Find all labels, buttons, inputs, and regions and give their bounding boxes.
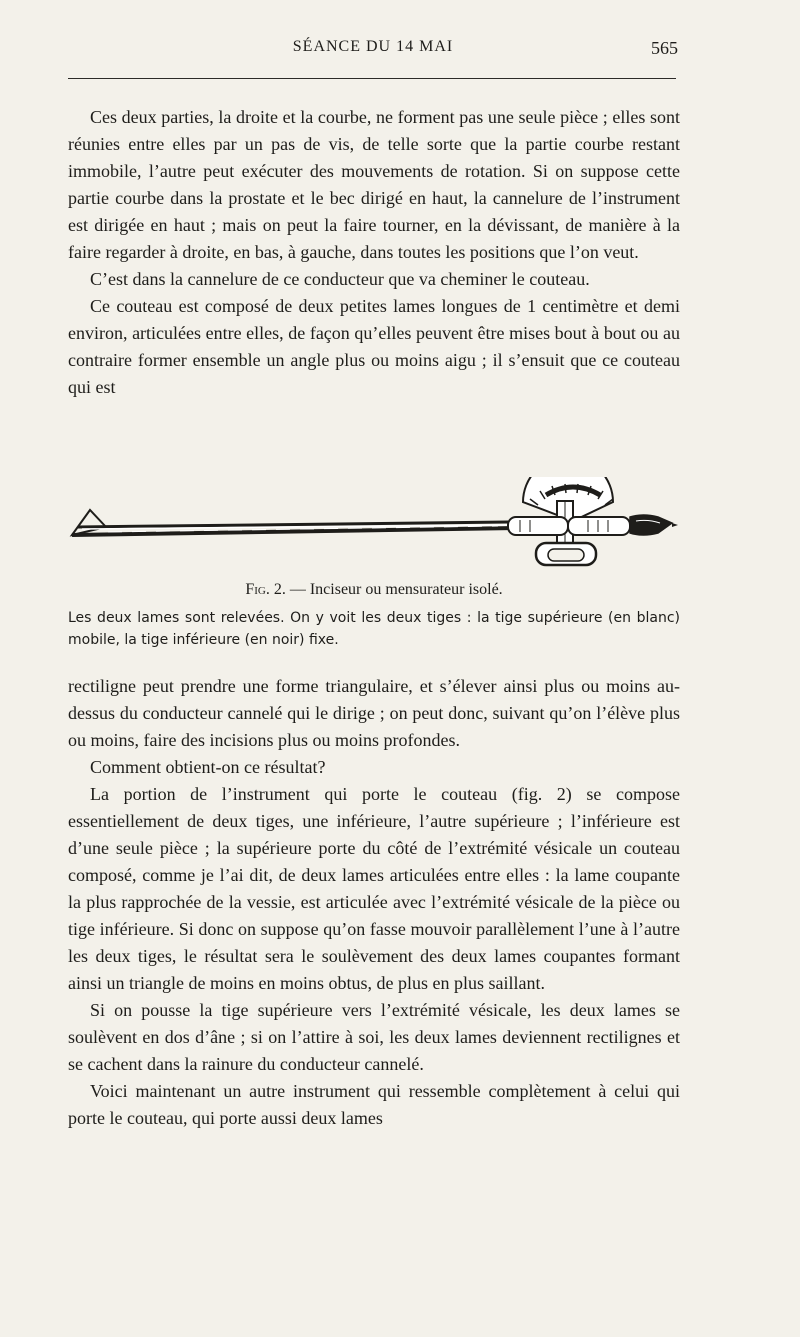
figure-2	[68, 477, 680, 651]
paragraph: C’est dans la cannelure de ce conducteur que va cheminer le couteau.	[90, 269, 590, 289]
paragraph: Voici maintenant un autre instrument qui ressemble complètement à celui qui porte le couteau, qui porte aussi deux lames	[68, 1081, 680, 1128]
paragraph-continuation: rectiligne peut prendre une forme triangulaire, et s’élever ainsi plus ou moins au-dessus du conducteur cannelé qui le dirige ; on peut donc, suivant qu’on l’élève plus ou moins, faire des incisions plus ou moins profondes.	[68, 676, 680, 750]
paragraph: Si on pousse la tige supérieure vers l’extrémité vésicale, les deux lames se soulèvent en dos d’âne ; si on l’attire à soi, les deux lames deviennent rectilignes et se cachent dans la rainure du conducteur cannelé.	[68, 1000, 680, 1074]
paragraph: Ce couteau est composé de deux petites lames longues de 1 centimètre et demi environ, articulées entre elles, de façon qu’elles peuvent être mises bout à bout ou au contraire former ensemble un angle plus ou moins aigu ; il s’ensuit que ce couteau qui est	[68, 296, 680, 397]
figure-caption	[68, 579, 680, 601]
figure-label: Fig. 2.	[245, 581, 286, 598]
figure-caption-text: — Inciseur ou mensurateur isolé.	[289, 581, 503, 598]
rear-handle	[630, 515, 672, 535]
paragraph: La portion de l’instrument qui porte le couteau (fig. 2) se compose essentiellement de deux tiges, une inférieure, l’autre supérieure ; l’inférieure est d’une seule pièce ; la supérieure porte du côté de l’extrémité vésicale un couteau composé, comme je l’ai dit, de deux lames articulées entre elles : la lame coupante la plus rapprochée de la vessie, est articulée avec l’extrémité vésicale de la pièce ou tige inférieure. Si donc on suppose qu’on fasse mouvoir parallèlement l’une à l’autre les deux tiges, le résultat sera le soulèvement des deux lames coupantes formant ainsi un triangle de moins en moins obtus, de plus en plus saillant.	[68, 784, 680, 993]
header-title: SÉANCE DU 14 MAI	[292, 38, 454, 55]
instrument-illustration	[68, 477, 680, 569]
paragraph: Comment obtient-on ce résultat?	[90, 757, 326, 777]
sliding-body	[508, 517, 568, 535]
running-header	[68, 38, 678, 68]
paragraph: Ces deux parties, la droite et la courbe, ne forment pas une seule pièce ; elles sont réunies entre elles par un pas de vis, de telle sorte que la partie courbe restant immobile, l’autre peut exécuter des mouvements de rotation. Si on suppose cette partie courbe dans la prostate et le bec dirigé en haut, la cannelure de l’instrument est dirigée en haut ; mais on peut la faire tourner, en la dévissant, de manière à la faire regarder à droite, en bas, à gauche, dans toutes les positions que l’on veut.	[68, 107, 680, 262]
figure-note: Les deux lames sont relevées. On y voit les deux tiges : la tige supérieure (en blanc) mobile, la tige inférieure (en noir) fixe.	[68, 610, 680, 648]
body-text-top	[68, 104, 680, 401]
page-number: 565	[651, 38, 678, 58]
body-text-bottom	[68, 673, 680, 1132]
header-rule	[68, 78, 676, 79]
blade-triangle	[72, 510, 106, 535]
